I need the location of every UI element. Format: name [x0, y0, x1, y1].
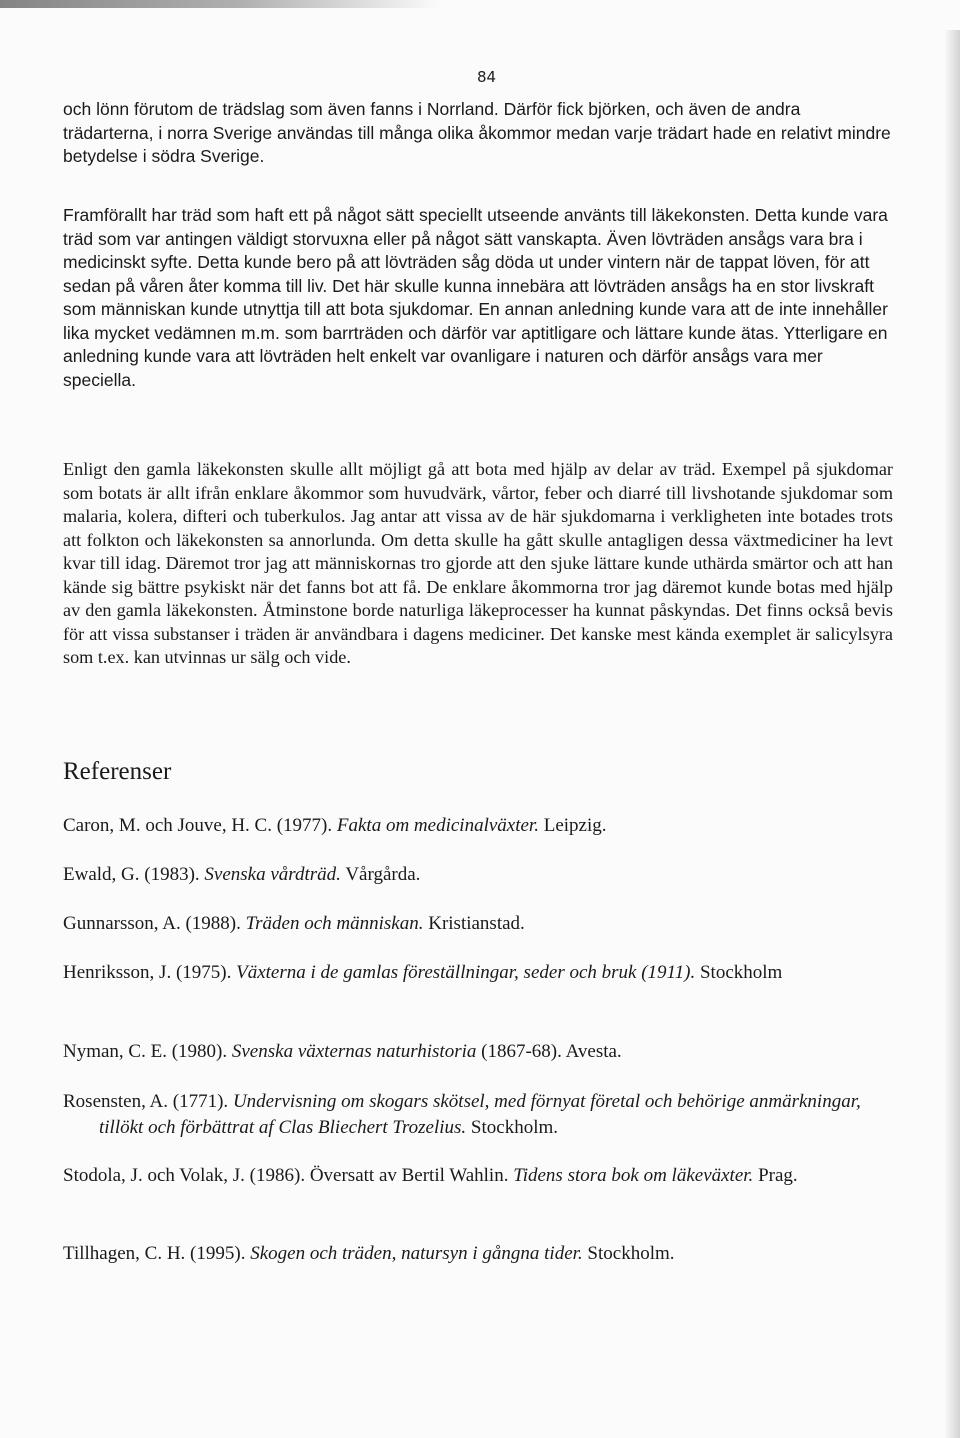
reference-item: Ewald, G. (1983). Svenska vårdträd. Vårgårda. — [63, 864, 421, 885]
reference-item: Gunnarsson, A. (1988). Träden och människan. Kristianstad. — [63, 913, 525, 934]
scan-shadow-right — [944, 30, 960, 1438]
references-heading: Referenser — [63, 758, 172, 785]
reference-item: Rosensten, A. (1771). Undervisning om skogars skötsel, med förnyat företal och behörige anmärkningar, tillökt och förbättrat af Clas Bliechert Trozelius. Stockholm. — [63, 1091, 861, 1138]
reference-item: Caron, M. och Jouve, H. C. (1977). Fakta om medicinalväxter. Leipzig. — [63, 815, 607, 836]
reference-item: Nyman, C. E. (1980). Svenska växternas naturhistoria (1867-68). Avesta. — [63, 1041, 622, 1062]
reference-item: Henriksson, J. (1975). Växterna i de gamlas föreställningar, seder och bruk (1911). Stockholm — [63, 962, 783, 983]
paragraph-3: Enligt den gamla läkekonsten skulle allt möjligt gå att bota med hjälp av delar av träd. Exempel på sjukdomar som botats är allt ifrån enklare åkommor som huvudvärk, vårtor, feber och diarré till livshotande sjukdomar som malaria, kolera, difteri och tuberkulos. Jag antar att vissa av de här sjukdomarna i verkligheten inte botades trots att folkton och läkekonsten sa annorlunda. Om detta skulle ha gått skulle antagligen dessa växtmediciner ha levt kvar till idag. Däremot tror jag att människornas tro gjorde att den sjuke lättare kunde uthärda smärtor och att han kände sig bättre psykiskt när det fanns bot att få. De enklare åkommorna tror jag däremot kunde botas med hjälp av den gamla läkekonsten. Åtminstone borde naturliga läkeprocesser ha kunnat påskyndas. Det finns också bevis för att vissa substanser i träden är användbara i dagens mediciner. Det kanske mest kända exemplet är salicylsyra som t.ex. kan utvinnas ur sälg och vide. — [63, 459, 893, 667]
reference-item: Stodola, J. och Volak, J. (1986). Översatt av Bertil Wahlin. Tidens stora bok om läkeväxter. Prag. — [63, 1165, 798, 1186]
reference-item: Tillhagen, C. H. (1995). Skogen och träden, natursyn i gångna tider. Stockholm. — [63, 1243, 675, 1264]
paragraph-1: och lönn förutom de trädslag som även fanns i Norrland. Därför fick björken, och även de andra trädarterna, i norra Sverige användas till många olika åkommor medan varje trädart hade en relativt mindre betydelse i södra Sverige. — [63, 99, 891, 166]
page-number: 84 — [477, 68, 497, 86]
paragraph-2: Framförallt har träd som haft ett på något sätt speciellt utseende använts till läkekonsten. Detta kunde vara träd som var antingen väldigt storvuxna eller på något sätt vanskapta. Även lövträden ansågs vara bra i medicinskt syfte. Detta kunde bero på att lövträden såg döda ut under vintern när de tappat löven, för att sedan på våren åter komma till liv. Det här skulle kunna innebära att lövträden ansågs ha en stor livskraft som människan kunde utnyttja till att bota sjukdomar. En annan anledning kunde vara att de inte innehåller lika mycket vedämnen m.m. som barrträden och därför var aptitligare och lättare kunde ätas. Ytterligare en anledning kunde vara att lövträden helt enkelt var ovanligare i naturen och därför ansågs vara mer speciella. — [63, 205, 888, 390]
scan-shadow-top — [0, 0, 440, 8]
